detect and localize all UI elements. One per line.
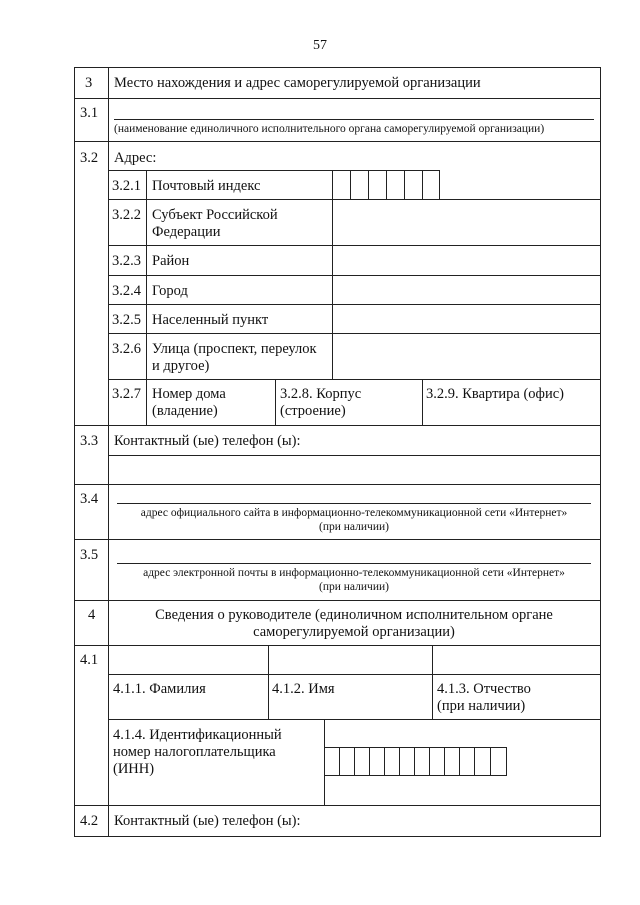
row-3-4-number: 3.4	[80, 491, 99, 507]
row-4-label-line1: Сведения о руководителе (единоличном исполнительном органе	[155, 607, 553, 623]
leader-phone-label: Контактный (ые) телефон (ы):	[114, 813, 301, 829]
row-3-number: 3	[85, 75, 93, 91]
row-3-1-caption: (наименование единоличного исполнительного органа саморегулируемой организации)	[114, 123, 545, 135]
website-caption-line2: (при наличии)	[319, 521, 389, 533]
row-4-1-number: 4.1	[80, 652, 99, 668]
house-label-line1: Номер дома	[152, 386, 226, 402]
district-label: Район	[152, 253, 190, 269]
row-3-1-number: 3.1	[80, 105, 99, 121]
patronymic-label-line2: (при наличии)	[437, 698, 526, 714]
inn-label-line1: 4.1.4. Идентификационный	[113, 727, 282, 743]
postal-index-label: Почтовый индекс	[152, 178, 261, 194]
row-3-5-number: 3.5	[80, 547, 99, 563]
row-3-2-2-number: 3.2.2	[112, 207, 141, 223]
region-label-line1: Субъект Российской	[152, 207, 278, 223]
city-label: Город	[152, 283, 188, 299]
inn-label-line3: (ИНН)	[113, 761, 155, 777]
page-number: 57	[313, 38, 327, 53]
building-label-line1: 3.2.8. Корпус	[280, 386, 362, 402]
inn-label-line2: номер налогоплательщика	[113, 744, 276, 760]
region-label-line2: Федерации	[152, 224, 221, 240]
row-3-2-label: Адрес:	[114, 150, 157, 166]
email-caption-line2: (при наличии)	[319, 581, 389, 593]
street-label-line1: Улица (проспект, переулок	[152, 341, 317, 357]
row-3-2-7-number: 3.2.7	[112, 386, 141, 402]
name-label: 4.1.2. Имя	[272, 681, 335, 697]
apartment-label: 3.2.9. Квартира (офис)	[426, 386, 564, 402]
row-3-2-6-number: 3.2.6	[112, 341, 141, 357]
website-input-line[interactable]	[117, 503, 591, 504]
row-4-number: 4	[88, 607, 96, 623]
inn-boxes[interactable]	[324, 747, 507, 776]
table-border-left	[74, 67, 75, 837]
building-label-line2: (строение)	[280, 403, 346, 419]
row-3-2-1-number: 3.2.1	[112, 178, 141, 194]
table-border-top	[74, 67, 601, 68]
row-3-2-4-number: 3.2.4	[112, 283, 141, 299]
table-border-right	[600, 67, 601, 837]
website-caption-line1: адрес официального сайта в информационно-телекоммуникационной сети «Интернет»	[140, 507, 568, 519]
row-3-1-input-line[interactable]	[114, 119, 594, 120]
street-label-line2: и другое)	[152, 358, 210, 374]
row-3-2-5-number: 3.2.5	[112, 312, 141, 328]
patronymic-label-line1: 4.1.3. Отчество	[437, 681, 531, 697]
row-4-2-number: 4.2	[80, 813, 99, 829]
settlement-label: Населенный пункт	[152, 312, 269, 328]
row-4-label-line2: саморегулируемой организации)	[253, 624, 455, 640]
phone-label: Контактный (ые) телефон (ы):	[114, 433, 301, 449]
surname-label: 4.1.1. Фамилия	[113, 681, 206, 697]
row-3-2-3-number: 3.2.3	[112, 253, 141, 269]
row-3-label: Место нахождения и адрес саморегулируемой организации	[114, 75, 481, 91]
row-3-2-number: 3.2	[80, 150, 99, 166]
house-label-line2: (владение)	[152, 403, 218, 419]
row-3-3-number: 3.3	[80, 433, 99, 449]
email-input-line[interactable]	[117, 563, 591, 564]
email-caption-line1: адрес электронной почты в информационно-телекоммуникационной сети «Интернет»	[143, 567, 565, 579]
